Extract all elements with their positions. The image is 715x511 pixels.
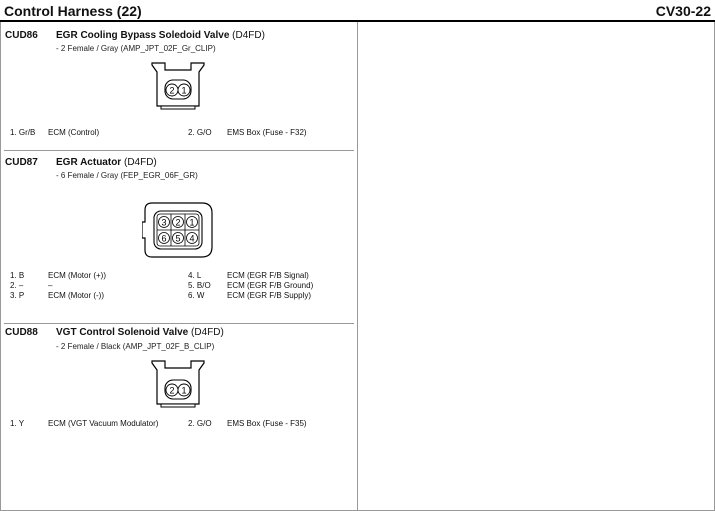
section-divider [4,323,354,324]
cavity-label: 6 [161,233,167,244]
section-divider [4,150,354,151]
page-title: Control Harness (22) [4,3,142,19]
connector-name: EGR Actuator (D4FD) [56,157,157,168]
cavity-label: 2 [169,385,175,396]
pin-number: 1. B [10,271,25,280]
pin-number: 5. B/O [188,281,211,290]
connector-id: CUD86 [5,30,38,41]
connector-diagram-2pin [148,60,208,110]
pin-number: 2. – [10,281,24,290]
frame-left [0,22,1,511]
pin-number: 1. Gr/B [10,128,36,137]
pin-function: – [48,281,53,290]
connector-diagram-6pin [142,200,214,260]
column-divider [357,22,358,511]
pin-function: ECM (EGR F/B Supply) [227,291,312,300]
pin-function: EMS Box (Fuse - F35) [227,419,307,428]
pin-number: 2. G/O [188,419,212,428]
connector-id: CUD87 [5,157,38,168]
cavity-label: 2 [175,217,181,228]
page-code: CV30-22 [655,3,711,19]
connector-desc: - 2 Female / Black (AMP_JPT_02F_B_CLIP) [56,342,215,351]
page-header [0,0,715,22]
pin-function: ECM (EGR F/B Signal) [227,271,309,280]
pin-function: EMS Box (Fuse - F32) [227,128,307,137]
cavity-label: 2 [169,85,175,96]
cavity-label: 4 [189,233,195,244]
cavity-label: 1 [189,217,195,228]
pin-function: ECM (VGT Vacuum Modulator) [48,419,159,428]
pin-number: 3. P [10,291,25,300]
cavity-label: 1 [181,85,187,96]
connector-desc: - 6 Female / Gray (FEP_EGR_06F_GR) [56,171,198,180]
connector-name: EGR Cooling Bypass Soledoid Valve (D4FD) [56,30,265,41]
connector-id: CUD88 [5,327,38,338]
cavity-label: 5 [175,233,181,244]
pin-function: ECM (Control) [48,128,100,137]
pin-number: 1. Y [10,419,25,428]
connector-name: VGT Control Solenoid Valve (D4FD) [56,327,224,338]
pin-function: ECM (Motor (-)) [48,291,104,300]
connector-diagram-2pin [148,358,208,408]
pin-function: ECM (EGR F/B Ground) [227,281,314,290]
cavity-label: 3 [161,217,167,228]
pin-number: 4. L [188,271,202,280]
pin-number: 2. G/O [188,128,212,137]
connector-desc: - 2 Female / Gray (AMP_JPT_02F_Gr_CLIP) [56,44,216,53]
pin-function: ECM (Motor (+)) [48,271,106,280]
pin-number: 6. W [188,291,205,300]
cavity-label: 1 [181,385,187,396]
